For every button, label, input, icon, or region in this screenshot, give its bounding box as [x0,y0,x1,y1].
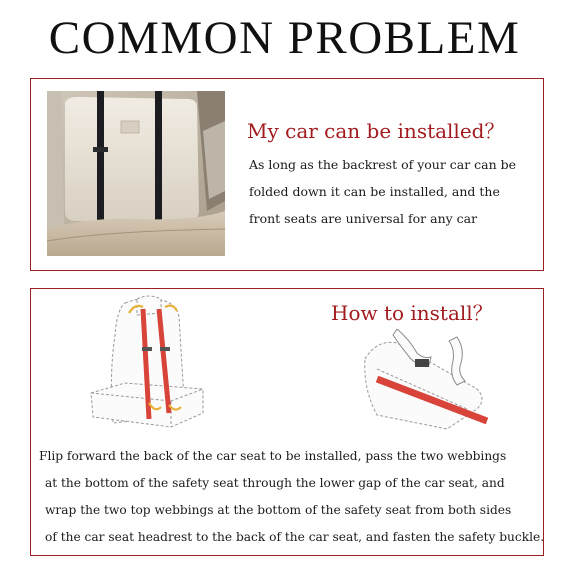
faq-question-compatibility: My car can be installed？ [247,119,505,143]
seat-strap-diagram [85,295,235,435]
faq-panel-compatibility [30,78,544,271]
faq-answer-compatibility [249,151,539,232]
hands-buckle-illustration [357,329,507,439]
car-seat-photo [47,91,225,256]
answer-line: folded down it can be installed, and the [249,184,500,199]
hands-buckle-diagram [357,329,507,439]
answer-line: Flip forward the back of the car seat to be installed, pass the two webbings [39,449,507,463]
faq-question-how-to-install: How to install？ [331,301,493,325]
answer-line: of the car seat headrest to the back of the car seat, and fasten the safety buckle. [45,530,545,544]
answer-line: wrap the two top webbings at the bottom of the safety seat from both sides [45,503,512,517]
car-seat-photo-illustration [47,91,225,256]
page-title: COMMON PROBLEM [48,12,521,64]
faq-answer-how-to-install [39,443,545,551]
faq-panel-how-to-install [30,288,544,556]
answer-line: front seats are universal for any car [249,211,478,226]
answer-line: As long as the backrest of your car can be [249,157,517,172]
seat-strap-diagram-illustration [85,295,235,435]
answer-line: at the bottom of the safety seat through the lower gap of the car seat, and [45,476,505,490]
